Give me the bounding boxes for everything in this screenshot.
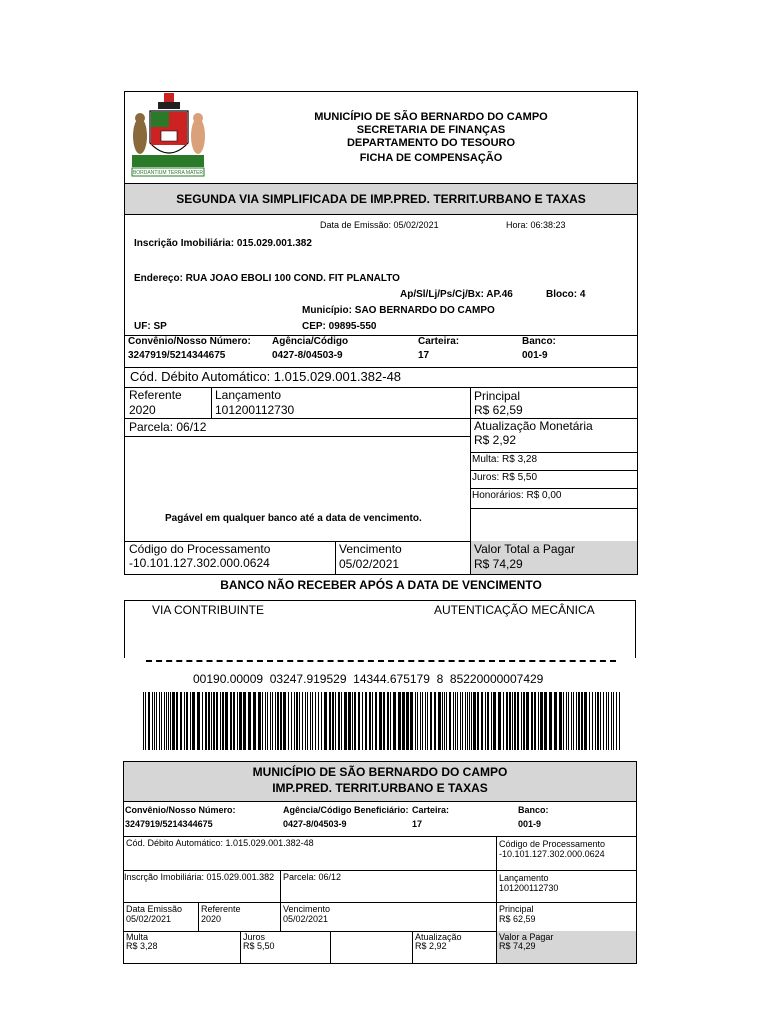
barcode-bar [606,692,607,750]
barcode-bar [477,692,479,750]
barcode-bar [554,692,557,750]
barcode-bar [186,692,188,750]
stub-agencia-header: Agência/Código Beneficiário: [283,805,409,815]
barcode-bar [540,692,543,750]
divider [330,931,331,964]
barcode-bar [288,692,289,750]
barcode-bar [148,692,150,750]
divider [280,870,281,902]
barcode-bar [444,692,445,750]
barcode-bar [559,692,562,750]
barcode-bar [446,692,447,750]
barcode [143,692,623,750]
barcode-bar [211,692,212,750]
processamento-label: Código do Processamento [129,542,271,556]
barcode-bar [521,692,522,750]
barcode-bar [611,692,612,750]
header-municipio: MUNICÍPIO DE SÃO BERNARDO DO CAMPO [314,111,548,123]
barcode-bar [164,692,165,750]
barcode-bar [166,692,167,750]
divider [280,902,281,931]
barcode-bar [258,692,261,750]
barcode-bar [390,692,391,750]
municipio-line: Município: SAO BERNARDO DO CAMPO [302,305,495,316]
stub-parcela: Parcela: 06/12 [283,872,342,882]
vencimento-value: 05/02/2021 [339,557,400,571]
divider [123,870,637,871]
divider [470,470,638,471]
barcode-bar [341,692,342,750]
barcode-bar [517,692,519,750]
barcode-bar [573,692,574,750]
stub-total-header: Valor a Pagar [499,932,554,942]
barcode-bar [581,692,583,750]
barcode-bar [202,692,203,750]
barcode-bar [305,692,306,750]
barcode-bar [402,692,405,750]
stub-venc-value: 05/02/2021 [283,914,329,924]
stub-carteira-header: Carteira: [412,805,450,815]
multa: Multa: R$ 3,28 [472,454,538,465]
barcode-bar [307,692,308,750]
atualizacao-label: Atualização Monetária [474,419,593,433]
barcode-bar [338,692,340,750]
stub-title-2: IMP.PRED. TERRIT.URBANO E TAXAS [272,781,488,795]
barcode-bar [491,692,492,750]
divider [198,902,199,931]
barcode-bar [566,692,567,750]
barcode-bar [462,692,463,750]
barcode-bar [213,692,215,750]
barcode-bar [291,692,292,750]
barcode-bar [159,692,160,750]
barcode-bar [600,692,601,750]
barcode-bar [589,692,590,750]
stub-atual-value: R$ 2,92 [415,941,447,951]
barcode-bar [460,692,461,750]
barcode-bar [283,692,286,750]
barcode-bar [154,692,155,750]
barcode-bar [449,692,451,750]
vencimento-label: Vencimento [339,542,402,556]
stub-emissao-value: 05/02/2021 [126,914,172,924]
stub-lanc-value: 101200112730 [499,883,559,893]
header-secretaria: SECRETARIA DE FINANÇAS [356,124,506,136]
barcode-bar [152,692,153,750]
pagavel-text: Pagável em qualquer banco até a data de vencimento. [165,513,422,524]
stub-carteira-value: 17 [412,819,423,829]
total-label: Valor Total a Pagar [474,542,575,556]
stub-lanc-header: Lançamento [499,873,549,883]
stub-atual-header: Atualização [415,932,462,942]
barcode-bar [434,692,436,750]
via-contribuinte: VIA CONTRIBUINTE [152,603,265,617]
coat-of-arms-icon [128,91,208,179]
barcode-bar [222,692,224,750]
stub-banco-header: Banco: [518,805,549,815]
barcode-bar [365,692,367,750]
stub-emissao-header: Data Emissão [126,904,183,914]
barcode-bar [467,692,468,750]
divider [124,387,638,388]
barcode-bar [471,692,472,750]
barcode-bar [549,692,552,750]
barcode-bar [176,692,178,750]
stub-convenio-header: Convênio/Nosso Número: [125,805,236,815]
emissao-date: Data de Emissão: 05/02/2021 [320,220,439,230]
header-ficha: FICHA DE COMPENSAÇÃO [359,152,503,164]
principal-label: Principal [474,389,521,403]
barcode-bar [453,692,454,750]
barcode-bar [280,692,282,750]
divider [335,541,336,575]
emissao-hora: Hora: 06:38:23 [506,220,566,230]
barcode-bar [584,692,587,750]
barcode-bar [442,692,443,750]
barcode-bar [473,692,476,750]
barcode-bar [220,692,221,750]
barcode-bar [216,692,218,750]
barcode-bar [302,692,303,750]
barcode-bar [506,692,508,750]
barcode-bar [197,692,200,750]
divider [124,367,638,368]
barcode-bar [352,692,353,750]
processamento-value: -10.101.127.302.000.0624 [129,556,270,570]
barcode-bar [362,692,363,750]
slip-title: SEGUNDA VIA SIMPLIFICADA DE IMP.PRED. TERRIT.URBANO E TAXAS [176,192,586,206]
barcode-bar [225,692,228,750]
barcode-bar [208,692,210,750]
barcode-bar [230,692,232,750]
barcode-bar [233,692,235,750]
referente-value: 2020 [129,403,156,417]
barcode-bar [455,692,456,750]
lancamento-value: 101200112730 [215,403,295,417]
barcode-bar [597,692,599,750]
barcode-bar [332,692,334,750]
barcode-bar [324,692,327,750]
barcode-bar [616,692,617,750]
barcode-bar [457,692,458,750]
barcode-bar [253,692,256,750]
barcode-bar [438,692,441,750]
barcode-bar [406,692,409,750]
complemento: Ap/Sl/Lj/Ps/Cj/Bx: AP.46 [400,289,513,300]
barcode-bar [379,692,382,750]
banco-value: 001-9 [522,350,548,361]
barcode-bar [514,692,516,750]
barcode-bar [485,692,486,750]
barcode-bar [168,692,169,750]
barcode-bar [262,692,263,750]
barcode-bar [415,692,416,750]
barcode-bar [277,692,279,750]
barcode-bar [310,692,311,750]
barcode-bar [534,692,536,750]
stub-proc-value: -10.101.127.302.000.0624 [499,849,605,859]
barcode-bar [608,692,609,750]
stub-multa-value: R$ 3,28 [126,941,158,951]
barcode-bar [523,692,525,750]
barcode-bar [275,692,276,750]
barcode-bar [192,692,195,750]
agencia-value: 0427-8/04503-9 [272,350,343,361]
barcode-bar [503,692,504,750]
stub-debito: Cód. Débito Automático: 1.015.029.001.382-48 [126,838,314,848]
parcela: Parcela: 06/12 [129,420,207,434]
referente-label: Referente [129,388,182,402]
divider [412,931,413,964]
divider [123,836,637,837]
stub-ref-header: Referente [201,904,241,914]
uf: UF: SP [134,321,167,332]
barcode-bar [265,692,266,750]
barcode-bar [571,692,572,750]
barcode-bar [369,692,371,750]
barcode-bar [239,692,242,750]
barcode-bar [563,692,564,750]
stub-multa-header: Multa [126,932,149,942]
barcode-bar [180,692,182,750]
divider [211,387,212,418]
banco-header: Banco: [522,336,556,347]
barcode-bar [427,692,428,750]
barcode-bar [398,692,401,750]
inscricao: Inscrição Imobiliária: 015.029.001.382 [134,238,312,249]
barcode-bar [348,692,351,750]
barcode-bar [531,692,533,750]
convenio-value: 3247919/5214344675 [128,350,226,361]
autenticacao-mecanica: AUTENTICAÇÃO MECÂNICA [434,603,595,617]
barcode-bar [509,692,511,750]
stub-ref-value: 2020 [201,914,222,924]
barcode-bar [372,692,373,750]
barcode-bar [469,692,470,750]
lancamento-label: Lançamento [215,388,282,402]
barcode-bar [493,692,496,750]
barcode-bar [613,692,614,750]
barcode-bar [383,692,385,750]
barcode-bar [237,692,238,750]
coat-motto: BORDANTIUM TERRA MATER [132,170,204,176]
atualizacao-value: R$ 2,92 [474,433,517,447]
barcode-bar [243,692,246,750]
barcode-bar [321,692,322,750]
stub-juros-header: Juros [243,932,266,942]
barcode-bar [512,692,513,750]
barcode-bar [190,692,191,750]
barcode-bar [595,692,596,750]
stub-banco-value: 001-9 [518,819,542,829]
honorarios: Honorários: R$ 0,00 [472,490,562,501]
stub-principal-value: R$ 62,59 [499,914,536,924]
barcode-bar [425,692,426,750]
stub-total-value: R$ 74,29 [499,941,536,951]
barcode-bar [270,692,271,750]
barcode-bar [170,692,171,750]
barcode-bar [526,692,529,750]
barcode-bar [335,692,336,750]
barcode-bar [272,692,273,750]
barcode-bar [354,692,356,750]
stub-title-1: MUNICÍPIO DE SÃO BERNARDO DO CAMPO [252,765,508,779]
header-departamento: DEPARTAMENTO DO TESOURO [346,137,516,149]
divider [123,902,637,903]
barcode-bar [294,692,295,750]
barcode-bar [172,692,175,750]
carteira-value: 17 [418,350,430,361]
stub-convenio-value: 3247919/5214344675 [125,819,213,829]
barcode-bar [344,692,347,750]
cut-line [146,660,616,662]
barcode-bar [161,692,162,750]
endereco: Endereço: RUA JOAO EBOLI 100 COND. FIT PLANALTO [134,273,400,284]
barcode-bar [299,692,300,750]
stub-inscricao: Inscrção Imobiliária: 015.029.001.382 [124,872,275,882]
convenio-header: Convênio/Nosso Número: [128,336,251,347]
barcode-bar [205,692,207,750]
barcode-bar [329,692,331,750]
barcode-bar [603,692,604,750]
barcode-bar [156,692,157,750]
cep: CEP: 09895-550 [302,321,377,332]
barcode-bar [315,692,316,750]
barcode-bar [393,692,396,750]
barcode-bar [267,692,268,750]
linha-digitavel: 00190.00009 03247.919529 14344.675179 8 85220000007429 [193,672,544,686]
barcode-bar [578,692,580,750]
divider [470,488,638,489]
barcode-bar [184,692,185,750]
barcode-bar [375,692,377,750]
barcode-bar [318,692,319,750]
barcode-bar [143,692,144,750]
barcode-bar [410,692,413,750]
divider [124,436,470,437]
barcode-bar [248,692,251,750]
stub-venc-header: Vencimento [283,904,331,914]
agencia-header: Agência/Código [272,336,349,347]
divider [470,452,638,453]
debito-automatico: Cód. Débito Automático: 1.015.029.001.382-48 [130,369,402,384]
barcode-bar [417,692,418,750]
barcode-bar [576,692,577,750]
barcode-bar [387,692,389,750]
carteira-header: Carteira: [418,336,460,347]
barcode-bar [619,692,620,750]
barcode-bar [358,692,360,750]
barcode-bar [430,692,432,750]
total-value: R$ 74,29 [474,557,523,571]
divider [240,931,241,964]
barcode-bar [481,692,483,750]
divider [470,508,638,509]
juros: Juros: R$ 5,50 [472,472,538,483]
aviso-vencimento: BANCO NÃO RECEBER APÓS A DATA DE VENCIMENTO [220,578,542,592]
barcode-bar [487,692,489,750]
barcode-bar [422,692,423,750]
stub-proc-header: Código de Processamento [499,839,606,849]
barcode-bar [538,692,539,750]
barcode-bar [592,692,593,750]
barcode-bar [312,692,313,750]
barcode-bar [296,692,298,750]
barcode-bar [145,692,146,750]
barcode-bar [498,692,501,750]
barcode-bar [544,692,547,750]
stub-juros-value: R$ 5,50 [243,941,275,951]
barcode-bar [568,692,569,750]
barcode-bar [465,692,466,750]
bloco: Bloco: 4 [546,289,586,300]
stub-principal-header: Principal [499,904,534,914]
stub-agencia-value: 0427-8/04503-9 [283,819,347,829]
barcode-bar [420,692,421,750]
principal-value: R$ 62,59 [474,403,523,417]
